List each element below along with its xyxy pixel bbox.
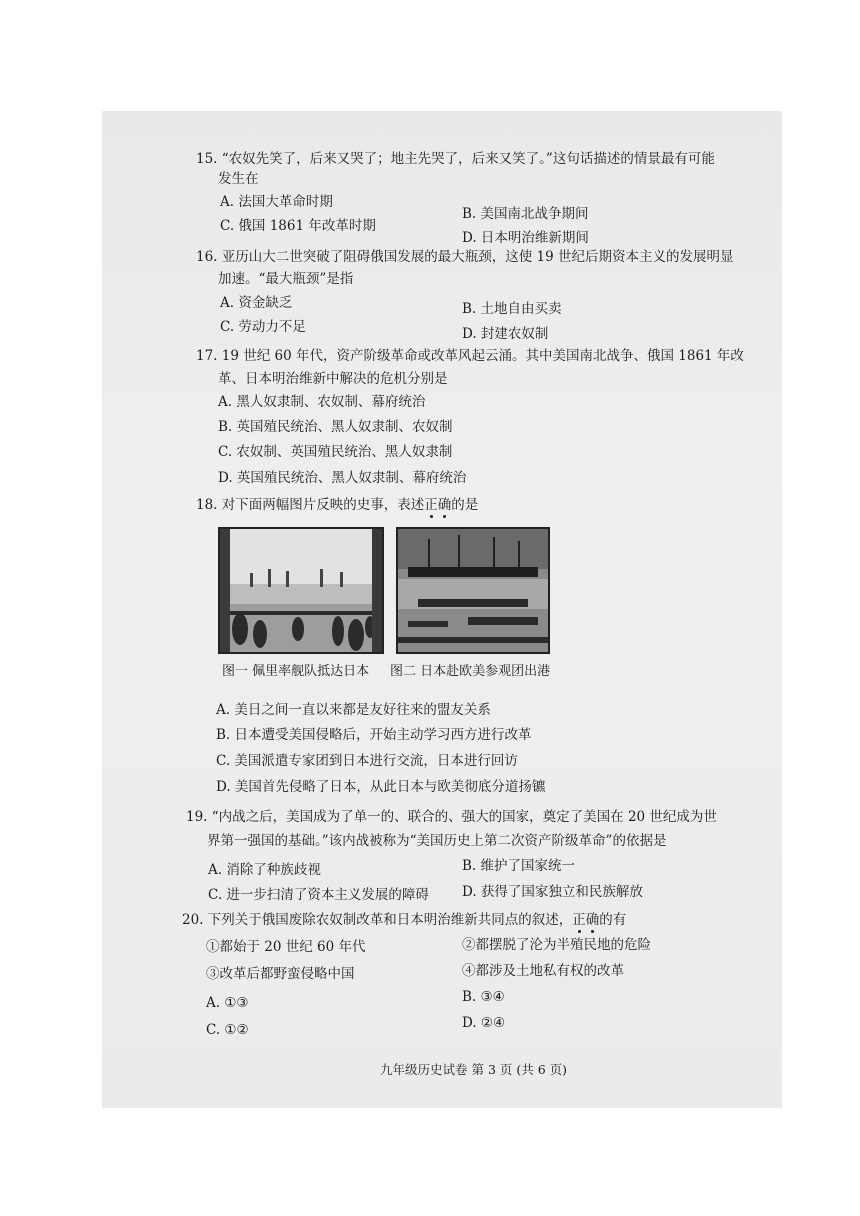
q20-stem (182, 911, 626, 929)
figure2-photo (396, 527, 550, 654)
figure2-caption: 图二 日本赴欧美参观团出港 (390, 664, 551, 679)
q16-option-a: A. 资金缺乏 (220, 295, 293, 311)
q20-option-a: A. ①③ (206, 995, 249, 1011)
q20-statement-2: ②都摆脱了沦为半殖民地的危险 (462, 937, 651, 953)
q16-stem-line1: 16. 亚历山大二世突破了阻碍俄国发展的最大瓶颈，这使 19 世纪后期资本主义的发展明显 (196, 249, 734, 265)
q17-stem-line2: 革、日本明治维新中解决的危机分别是 (218, 371, 448, 387)
q16-stem-line2: 加速。“最大瓶颈”是指 (218, 271, 354, 287)
figure1-caption: 图一 佩里率舰队抵达日本 (222, 664, 370, 679)
q18-stem-after: 的是 (451, 497, 479, 513)
q20-stem-emph1: 正 (572, 912, 586, 928)
q16-option-d: D. 封建农奴制 (462, 326, 549, 342)
q18-stem-emph1: 正 (424, 497, 438, 513)
q18-stem-before: 18. 对下面两幅图片反映的史事，表述 (196, 497, 425, 513)
q17-stem-line1: 17. 19 世纪 60 年代，资产阶级革命或改革风起云涌。其中美国南北战争、俄国 1861 年改 (196, 348, 744, 364)
q19-option-a: A. 消除了种族歧视 (208, 862, 321, 878)
q15-option-c: C. 俄国 1861 年改革时期 (220, 218, 376, 234)
q17-option-c: C. 农奴制、英国殖民统治、黑人奴隶制 (218, 444, 453, 460)
q17-option-b: B. 英国殖民统治、黑人奴隶制、农奴制 (218, 419, 453, 435)
figure1-photo (218, 527, 384, 654)
q19-option-d: D. 获得了国家独立和民族解放 (462, 884, 643, 900)
q15-option-d: D. 日本明治维新期间 (462, 230, 589, 246)
q20-stem-before: 20. 下列关于俄国废除农奴制改革和日本明治维新共同点的叙述， (182, 912, 573, 928)
q15-option-b: B. 美国南北战争期间 (462, 206, 589, 222)
q15-stem-line1: 15. “农奴先笑了，后来又哭了；地主先哭了，后来又笑了。”这句话描述的情景最有可能 (196, 151, 715, 167)
q16-option-b: B. 土地自由买卖 (462, 301, 562, 317)
q18-option-c: C. 美国派遣专家团到日本进行交流，日本进行回访 (216, 753, 518, 769)
q17-option-d: D. 英国殖民统治、黑人奴隶制、幕府统治 (218, 470, 467, 486)
q20-statement-4: ④都涉及土地私有权的改革 (462, 963, 624, 979)
q19-option-c: C. 进一步扫清了资本主义发展的障碍 (208, 887, 429, 903)
q19-option-b: B. 维护了国家统一 (462, 858, 576, 874)
page-footer: 九年级历史试卷 第 3 页 (共 6 页) (380, 1062, 568, 1077)
q18-option-a: A. 美日之间一直以来都是友好往来的盟友关系 (216, 702, 491, 718)
q20-statement-3: ③改革后都野蛮侵略中国 (206, 966, 355, 982)
q18-stem-emph2: 确 (437, 497, 452, 513)
q15-option-a: A. 法国大革命时期 (220, 194, 333, 210)
q19-stem-line1: 19. “内战之后，美国成为了单一的、联合的、强大的国家，奠定了美国在 20 世纪成为世 (186, 809, 717, 825)
q18-option-b: B. 日本遭受美国侵略后，开始主动学习西方进行改革 (216, 727, 532, 743)
q20-statement-1: ①都始于 20 世纪 60 年代 (206, 939, 366, 955)
q15-stem-line2: 发生在 (218, 171, 259, 187)
q18-option-d: D. 美国首先侵略了日本，从此日本与欧美彻底分道扬镳 (216, 779, 546, 795)
q19-stem-line2: 界第一强国的基础。”该内战被称为“美国历史上第二次资产阶级革命”的依据是 (207, 833, 667, 849)
q20-option-b: B. ③④ (462, 989, 505, 1005)
q20-stem-after: 的有 (599, 912, 627, 928)
q20-stem-emph2: 确 (585, 912, 600, 928)
q17-option-a: A. 黑人奴隶制、农奴制、幕府统治 (218, 394, 426, 410)
q20-option-c: C. ①② (206, 1022, 249, 1038)
q18-stem (196, 496, 478, 514)
q20-option-d: D. ②④ (462, 1015, 506, 1031)
q16-option-c: C. 劳动力不足 (220, 319, 306, 335)
